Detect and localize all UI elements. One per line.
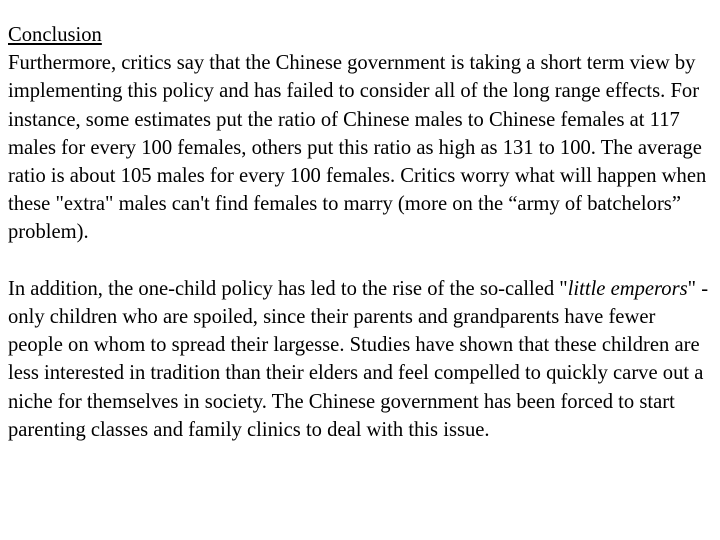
conclusion-heading: Conclusion <box>8 24 102 46</box>
paragraph-little-emperors <box>8 275 714 444</box>
paragraph-critics: Furthermore, critics say that the Chinese government is taking a short term view by implementing this policy and has failed to consider all of the long range effects. For instance, some estimates put the ratio of Chinese males to Chinese females at 117 males for every 100 females, others put this ratio as high as 131 to 100. The average ratio is about 105 males for every 100 females. Critics worry what will happen when these "extra" males can't find females to marry (more on the “army of batchelors” problem). <box>8 52 707 244</box>
little-emperors-emphasis: little emperors <box>567 277 688 300</box>
paragraph-2-text-before: In addition, the one-child policy has led to the rise of the so-called " <box>8 277 568 300</box>
paragraph-2-text-after: " - only children who are spoiled, since their parents and grandparents have fewer people on whom to spread their largesse. Studies have shown that these children are less interested in tradition than their elders and feel compelled to quickly carve out a niche for themselves in society. The Chinese government has been forced to start parenting classes and family clinics to deal with this issue. <box>8 277 709 441</box>
slide-content <box>8 21 714 444</box>
